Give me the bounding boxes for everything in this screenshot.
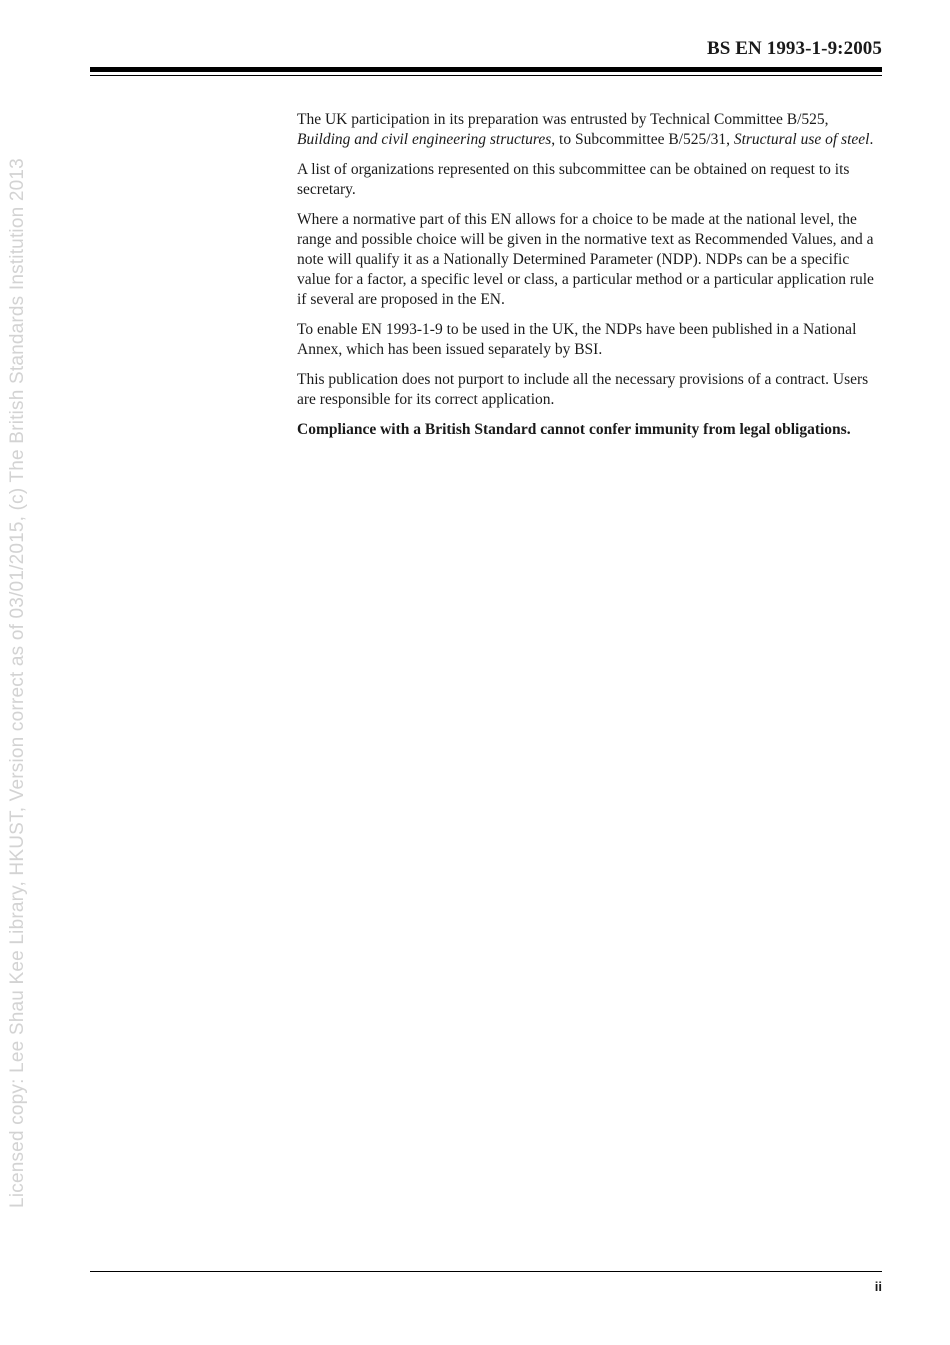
paragraph-committee: The UK participation in its preparation was entrusted by Technical Committee B/525, Building and civil engineering structures, to Subcommittee B/525/31, Structural use of steel. (297, 111, 874, 148)
header-rule-thin (90, 75, 882, 76)
paragraph-organizations: A list of organizations represented on this subcommittee can be obtained on request to its secretary. (297, 161, 850, 198)
subcommittee-name: Structural use of steel (733, 131, 870, 148)
license-watermark: Licensed copy: Lee Shau Kee Library, HKUST, Version correct as of 03/01/2015, (c) The British Standards Institution 2013 (7, 158, 28, 1208)
header-rule-thick (90, 67, 882, 72)
main-content (297, 110, 885, 450)
paragraph-disclaimer: This publication does not purport to include all the necessary provisions of a contract. Users are responsible for its correct application. (297, 371, 869, 408)
page-number: ii (874, 1279, 882, 1294)
paragraph-ndp: Where a normative part of this EN allows for a choice to be made at the national level, the range and possible choice will be given in the normative text as Recommended Values, and a note will qualify it as a Nationally Determined Parameter (NDP). NDPs can be a specific value for a factor, a specific level or class, a particular method or a particular application rule if several are proposed in the EN. (297, 211, 874, 308)
paragraph-compliance: Compliance with a British Standard cannot confer immunity from legal obligations. (297, 421, 851, 438)
footer-rule (90, 1271, 882, 1272)
document-number: BS EN 1993-1-9:2005 (706, 38, 882, 59)
committee-name: Building and civil engineering structures (297, 131, 552, 148)
paragraph-national-annex: To enable EN 1993-1-9 to be used in the UK, the NDPs have been published in a National Annex, which has been issued separately by BSI. (297, 321, 857, 358)
